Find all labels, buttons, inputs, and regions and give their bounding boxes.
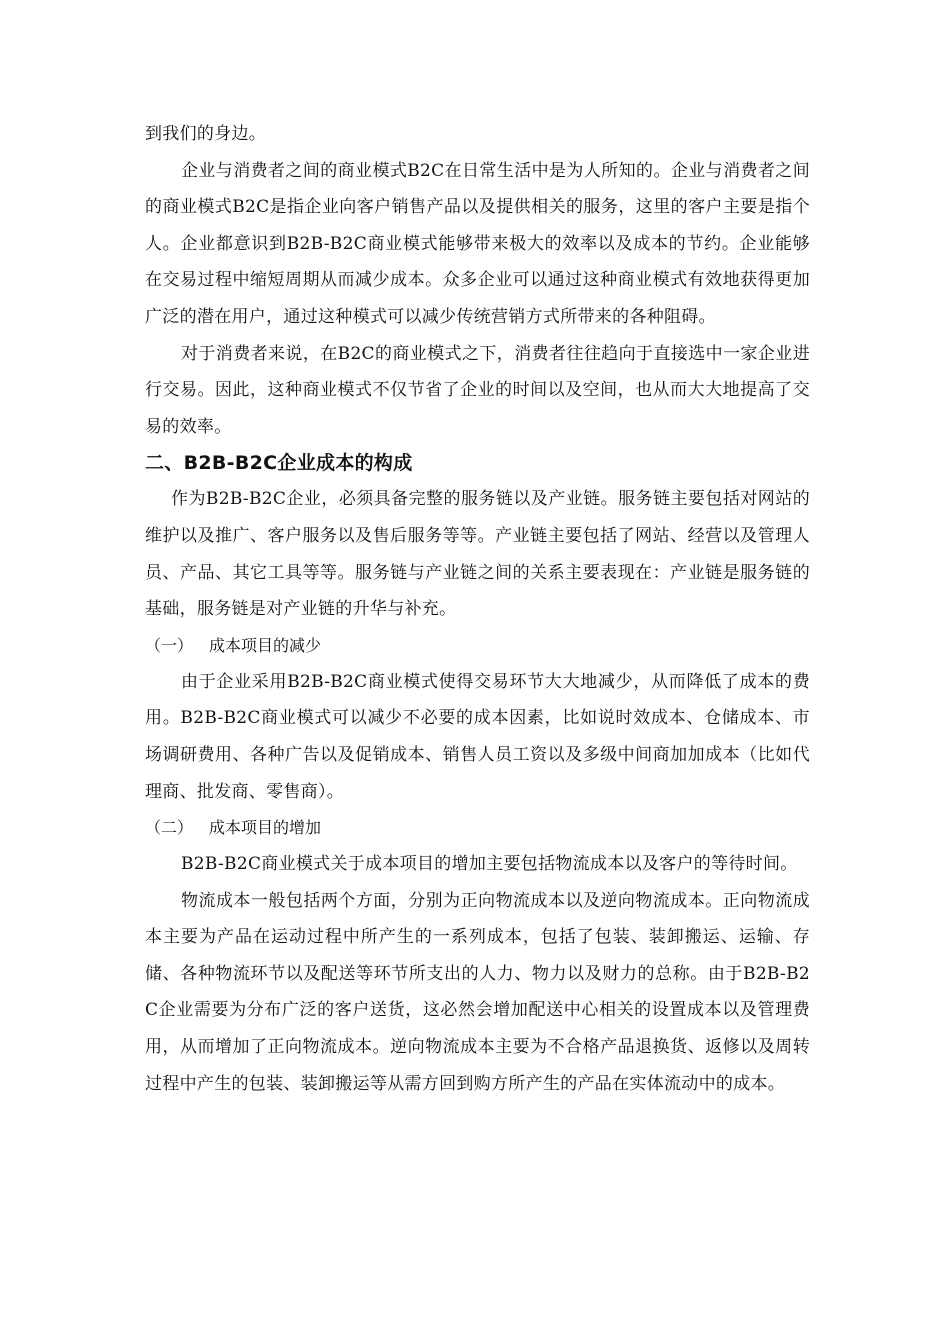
- subsection-number: （一）: [145, 635, 194, 655]
- paragraph-b2c-intro: 企业与消费者之间的商业模式B2C在日常生活中是为人所知的。企业与消费者之间的商业模式B2C是指企业向客户销售产品以及提供相关的服务，这里的客户主要是指个人。企业都意识到B2B-B2C商业模式能够带来极大的效率以及成本的节约。企业能够在交易过程中缩短周期从而减少成本。众多企业可以通过这种商业模式有效地获得更加广泛的潜在用户，通过这种模式可以减少传统营销方式所带来的各种阻碍。: [145, 160, 810, 327]
- subsection-heading-cost-increase: [145, 810, 810, 846]
- subsection-number: （二）: [145, 818, 194, 838]
- paragraph-service-chain: 作为B2B-B2C企业，必须具备完整的服务链以及产业链。服务链主要包括对网站的维护以及推广、客户服务以及售后服务等等。产业链主要包括了网站、经营以及管理人员、产品、其它工具等等。服务链与产业链之间的关系主要表现在：产业链是服务链的基础，服务链是对产业链的升华与补充。: [145, 489, 810, 620]
- section-heading-cost-structure: 二、B2B-B2C企业成本的构成: [145, 452, 413, 475]
- subsection-title: 成本项目的减少: [209, 635, 322, 655]
- subsection-title: 成本项目的增加: [209, 818, 322, 838]
- paragraph-logistics-cost: 物流成本一般包括两个方面，分别为正向物流成本以及逆向物流成本。正向物流成本主要为产品在运动过程中所产生的一系列成本，包括了包装、装卸搬运、运输、存储、各种物流环节以及配送等环节所支出的人力、物力以及财力的总称。由于B2B-B2C企业需要为分布广泛的客户送货，这必然会增加配送中心相关的设置成本以及管理费用，从而增加了正向物流成本。逆向物流成本主要为不合格产品退换货、返修以及周转过程中产生的包装、装卸搬运等从需方回到购方所产生的产品在实体流动中的成本。: [145, 890, 810, 1094]
- subsection-heading-cost-reduction: [145, 628, 810, 664]
- document-body: [145, 116, 810, 1102]
- paragraph-continuation: 到我们的身边。: [145, 124, 267, 144]
- paragraph-consumer-view: 对于消费者来说，在B2C的商业模式之下，消费者往往趋向于直接选中一家企业进行交易。因此，这种商业模式不仅节省了企业的时间以及空间，也从而大大地提高了交易的效率。: [145, 343, 810, 437]
- paragraph-cost-reduction: 由于企业采用B2B-B2C商业模式使得交易环节大大地减少，从而降低了成本的费用。B2B-B2C商业模式可以减少不必要的成本因素，比如说时效成本、仓储成本、市场调研费用、各种广告以及促销成本、销售人员工资以及多级中间商加加成本（比如代理商、批发商、零售商）。: [145, 671, 810, 802]
- paragraph-cost-increase: B2B-B2C商业模式关于成本项目的增加主要包括物流成本以及客户的等待时间。: [181, 854, 798, 875]
